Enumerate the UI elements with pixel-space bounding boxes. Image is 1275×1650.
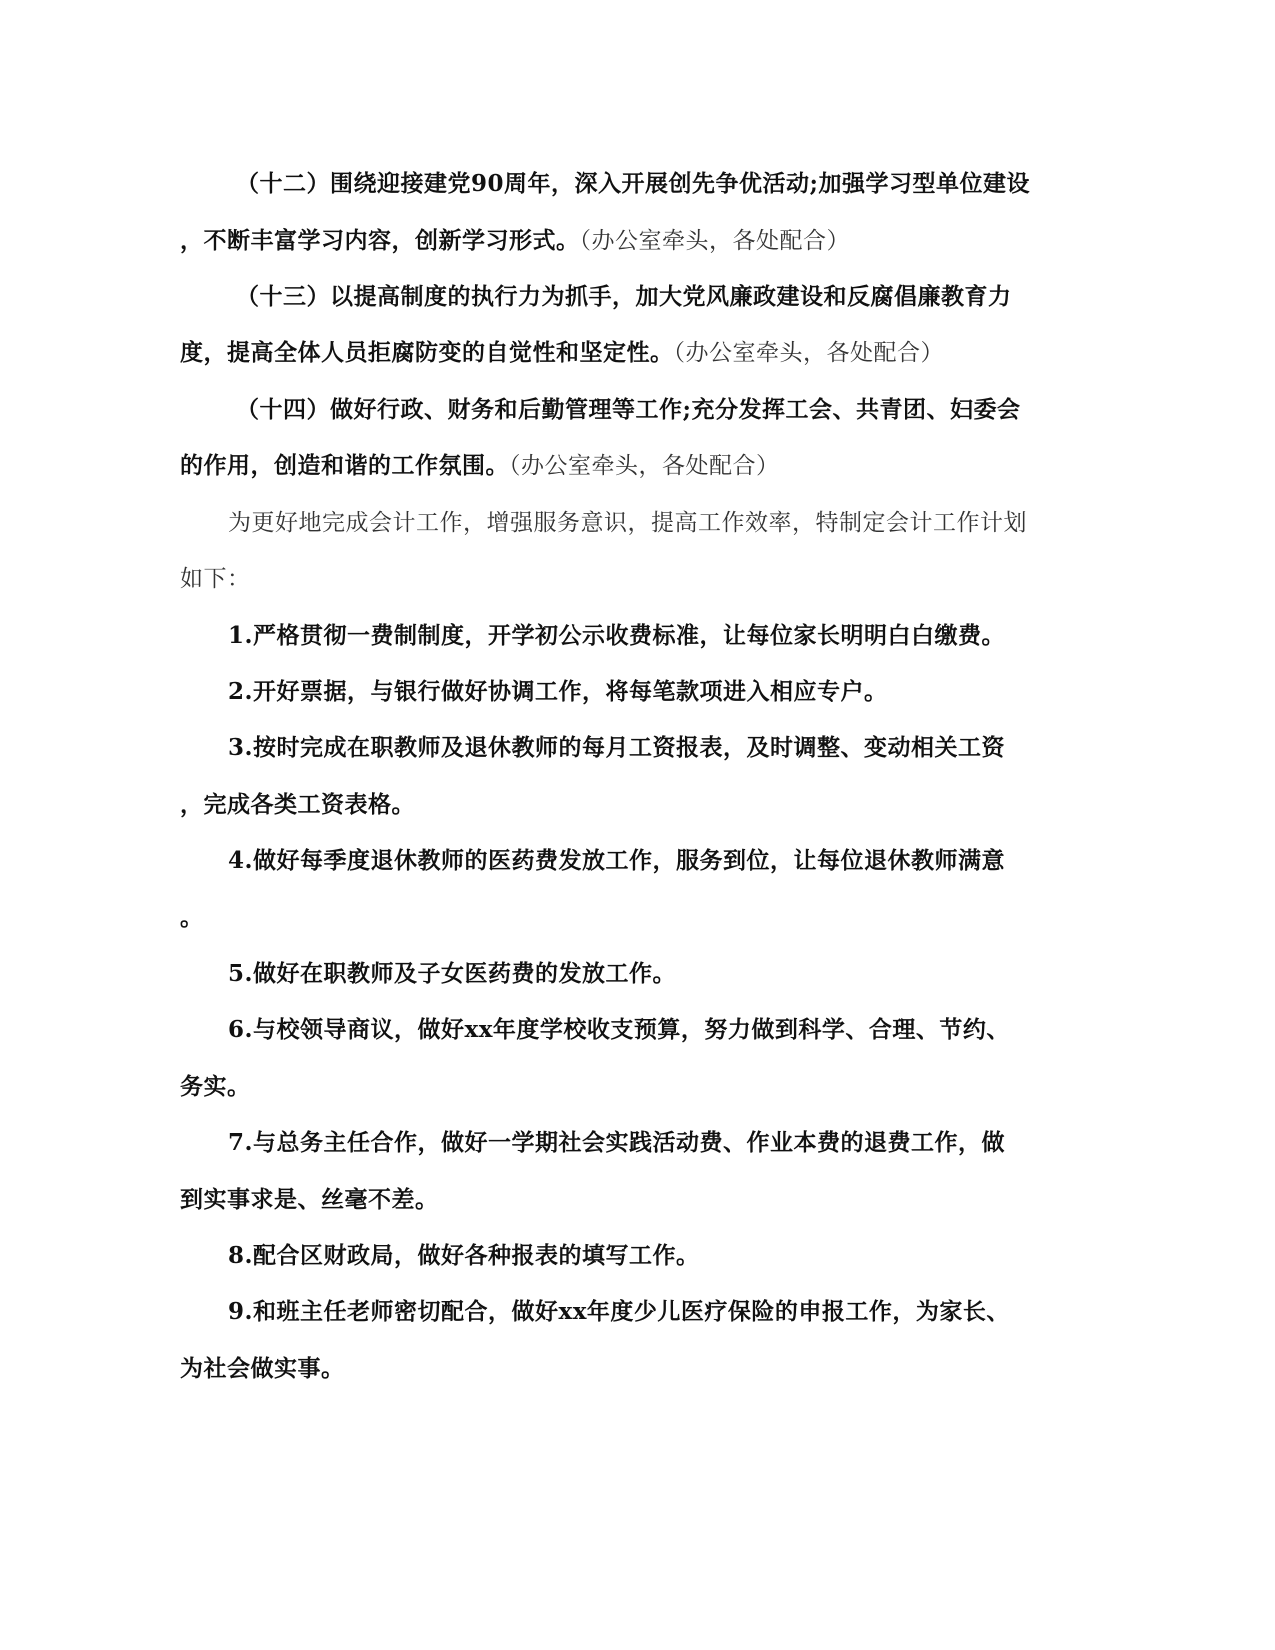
- list-item-8: 8.配合区财政局，做好各种报表的填写工作。: [228, 1242, 700, 1269]
- paragraph-14-line2: [180, 451, 780, 481]
- list-item-9-line1: 9.和班主任老师密切配合，做好xx年度少儿医疗保险的申报工作，为家长、: [228, 1298, 1010, 1325]
- list-item-9-line2: 为社会做实事。: [180, 1355, 345, 1382]
- list-item-6-line2: 务实。: [180, 1073, 251, 1100]
- paragraph-12-note: （办公室牵头，各处配合）: [579, 228, 850, 254]
- paragraph-12-text: ，不断丰富学习内容，创新学习形式。: [180, 227, 580, 254]
- list-item-4-line2: 。: [180, 904, 204, 931]
- paragraph-13-line1: （十三）以提高制度的执行力为抓手，加大党风廉政建设和反腐倡廉教育力: [236, 283, 1012, 310]
- list-item-1: 1.严格贯彻一费制制度，开学初公示收费标准，让每位家长明明白白缴费。: [228, 622, 1006, 649]
- paragraph-12-line2: [180, 226, 850, 256]
- list-item-4-line1: 4.做好每季度退休教师的医药费发放工作，服务到位，让每位退休教师满意: [228, 847, 1006, 874]
- paragraph-13-text: 度，提高全体人员拒腐防变的自觉性和坚定性。: [180, 339, 674, 366]
- list-item-3-line2: ，完成各类工资表格。: [180, 791, 415, 818]
- paragraph-14-note: （办公室牵头，各处配合）: [509, 453, 780, 479]
- list-item-3-line1: 3.按时完成在职教师及退休教师的每月工资报表，及时调整、变动相关工资: [228, 734, 1006, 761]
- paragraph-14-line1: （十四）做好行政、财务和后勤管理等工作;充分发挥工会、共青团、妇委会: [236, 396, 1021, 423]
- paragraph-14-text: 的作用，创造和谐的工作氛围。: [180, 452, 509, 479]
- list-item-7-line2: 到实事求是、丝毫不差。: [180, 1186, 439, 1213]
- paragraph-13-note: （办公室牵头，各处配合）: [673, 340, 944, 366]
- list-item-2: 2.开好票据，与银行做好协调工作，将每笔款项进入相应专户。: [228, 678, 888, 705]
- list-item-7-line1: 7.与总务主任合作，做好一学期社会实践活动费、作业本费的退费工作，做: [228, 1129, 1006, 1156]
- paragraph-12-line1: （十二）围绕迎接建党90周年，深入开展创先争优活动;加强学习型单位建设: [236, 170, 1030, 197]
- intro-line2: 如下：: [180, 566, 251, 592]
- paragraph-13-line2: [180, 338, 944, 368]
- list-item-5: 5.做好在职教师及子女医药费的发放工作。: [228, 960, 677, 987]
- intro-line1: 为更好地完成会计工作，增强服务意识，提高工作效率，特制定会计工作计划: [228, 510, 1027, 536]
- list-item-6-line1: 6.与校领导商议，做好xx年度学校收支预算，努力做到科学、合理、节约、: [228, 1016, 1010, 1043]
